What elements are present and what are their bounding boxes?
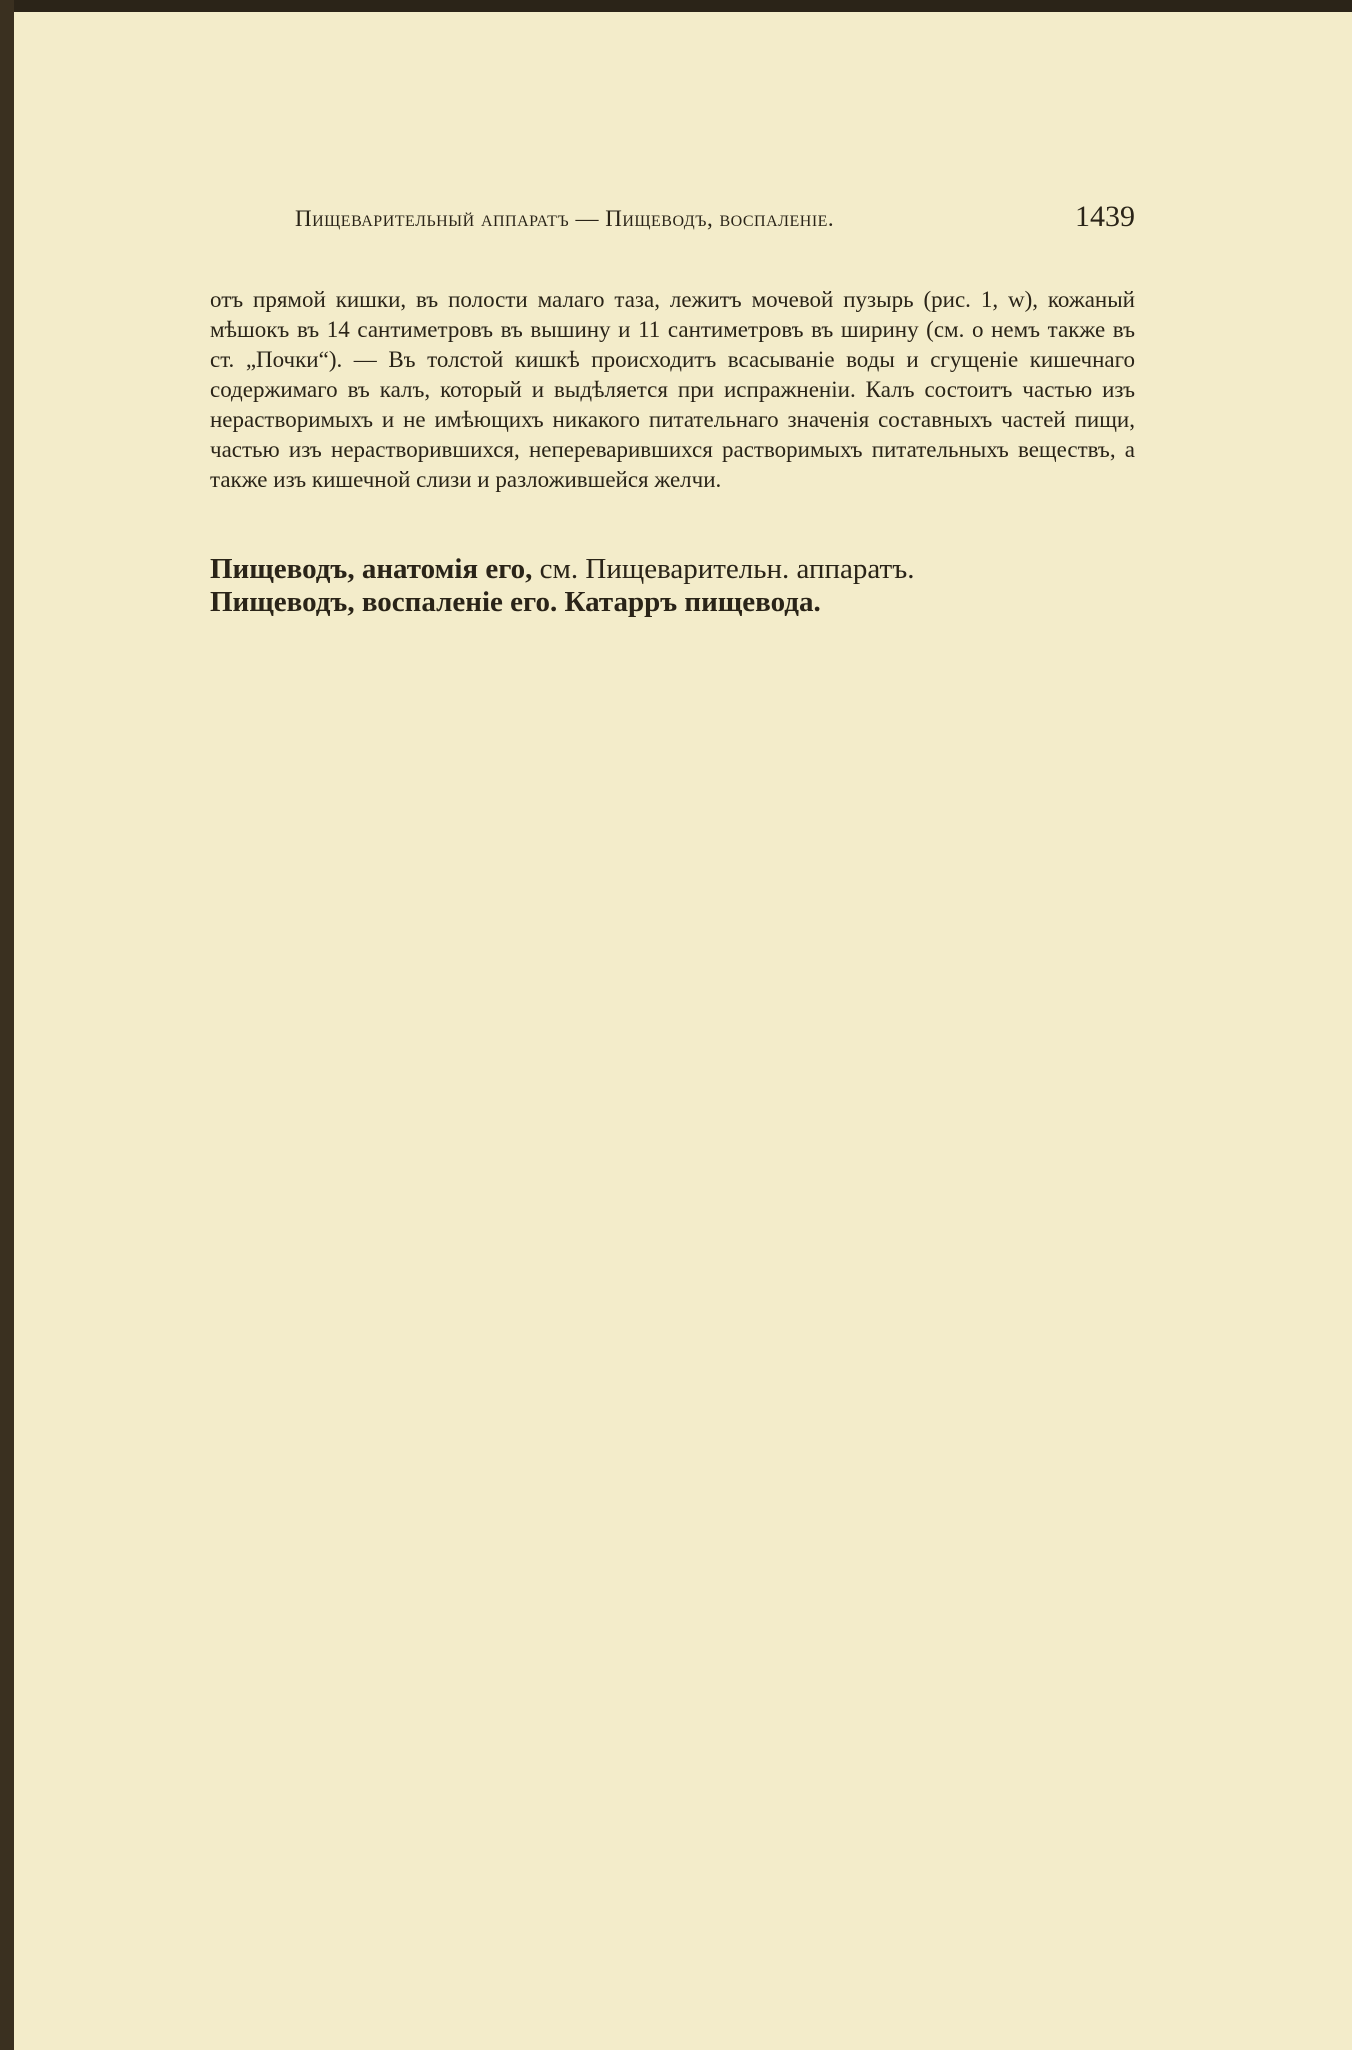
entry-text: см. Пищеварительн. аппаратъ. <box>532 553 915 585</box>
entry-headword: Пищеводъ, анатомія его, <box>210 553 533 585</box>
entries <box>210 553 1135 619</box>
page-number: 1439 <box>1075 200 1135 233</box>
page-edge-shadow <box>0 0 1352 12</box>
entry-headword: Пищеводъ, воспаленіе его. <box>210 586 558 618</box>
entry-inflammation <box>210 586 1135 619</box>
entry-anatomy <box>210 553 1135 586</box>
running-header-title: Пищеварительный аппаратъ — Пищеводъ, воспаленіе. <box>295 206 835 231</box>
running-header <box>295 200 1135 234</box>
page-binding-edge <box>0 0 14 2050</box>
entry-subheading: Катарръ пищевода. <box>564 586 821 618</box>
continuation-paragraph: отъ прямой кишки, въ полости малаго таза, лежитъ мочевой пузырь (рис. 1, w), кожаный мѣшокъ въ 14 сантиметровъ въ вышину и 11 сантиметровъ въ ширину (см. о немъ также въ ст. „Почки“). — Въ толстой кишкѣ происходитъ всасываніе воды и сгущеніе кишечнаго содержимаго въ калъ, который и выдѣляется при испражненіи. Калъ состоитъ частью изъ нерастворимыхъ и не имѣющихъ никакого питательнаго значенія составныхъ частей пищи, частью изъ нерастворившихся, непереварившихся растворимыхъ питательныхъ веществъ, а также изъ кишечной слизи и разложившейся желчи. <box>210 287 1135 492</box>
